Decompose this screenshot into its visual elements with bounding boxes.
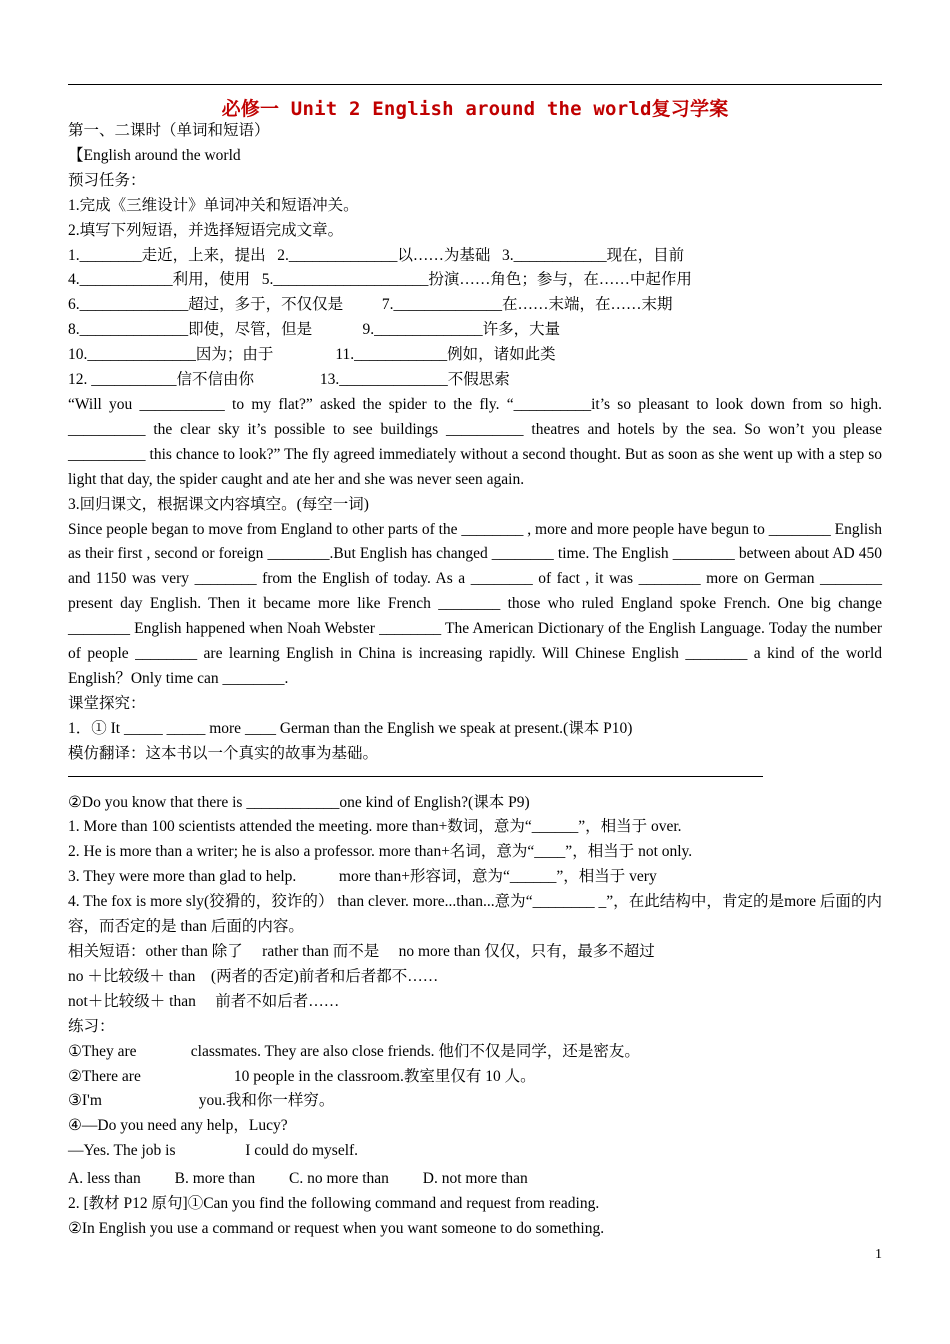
preview-heading: 预习任务：: [68, 171, 146, 189]
story-paragraph: “Will you ___________ to my flat?” asked the spider to the fly. “__________it’s so pleasant to look down from so high. __________ the clear sky it’s possible to see buildings __________ theatres and hotels by the sea. So won’t you please __________ this chance to look?” The fly agreed immediately without a second thought. But as soon as she went up with a step so light that day, the spider caught and ate her and she was never seen again.: [68, 395, 882, 488]
practice-item: ④—Do you need any help，Lucy?: [68, 1117, 288, 1135]
phrase-no-than: no ＋比较级＋ than (两者的否定)前者和后者都不……: [68, 967, 439, 985]
passage-paragraph: Since people began to move from England to other parts of the ________ , more and more people have begun to ________ English as their first , second or foreign ________.But English has changed ________ time. The English ________ between about AD 450 and 1150 was very ________ from the English of today. As a ________ of fact , it was ________ more on German ________ present day English. Then it became more like French ________ those who ruled England spoke French. One big change ________ English happened when Noah Webster ________ The American Dictionary of the English Language. Today the number of people ________ are learning English in China is increasing rapidly. Will Chinese English ________ a kind of the world English？Only time can ________.: [68, 520, 882, 687]
class-heading: 课堂探究：: [68, 694, 146, 712]
related-phrases: 相关短语：other than 除了 rather than 而不是 no more than 仅仅，只有，最多不超过: [68, 943, 655, 960]
phrase-row: 6.______________超过，多于，不仅仅是 7.______________在……末端，在……末期: [68, 296, 673, 314]
question-1: 1．① It _____ _____ more ____ German than the English we speak at present.(课本 P10): [68, 719, 633, 737]
page-number: 1: [875, 1247, 882, 1262]
option-c: C. no more than: [289, 1170, 389, 1188]
header-rule: [68, 84, 882, 85]
phrase-row: 8.______________即使，尽管，但是 9.______________许多，大量: [68, 321, 561, 339]
question-textbook-2: ②In English you use a command or request when you want someone to do something.: [68, 1219, 605, 1237]
usage-item: 2. He is more than a writer; he is also a professor. more than+名词，意为“____”，相当于 not only.: [68, 843, 693, 861]
question-2: ②Do you know that there is ____________one kind of English?(课本 P9): [68, 793, 530, 811]
translation-prompt: 模仿翻译：这本书以一个真实的故事为基础。: [68, 744, 379, 762]
phrase-row: 10.______________因为；由于 11.____________例如，诸如此类: [68, 346, 556, 364]
section-heading: 第一、二课时（单词和短语）: [68, 122, 270, 139]
practice-item: ①They are classmates. They are also close friends. 他们不仅是同学，还是密友。: [68, 1042, 640, 1060]
usage-item: 3. They were more than glad to help. more than+形容词，意为“______”，相当于 very: [68, 868, 657, 886]
practice-item: ②There are 10 people in the classroom.教室里仅有 10 人。: [68, 1067, 536, 1085]
phrase-row: 1.________走近，上来，提出 2.______________以……为基础 3.____________现在，目前: [68, 246, 685, 264]
preview-task-3: 3.回归课文，根据课文内容填空。(每空一词): [68, 495, 369, 513]
page-title: 必修一 Unit 2 English around the world复习学案: [221, 98, 729, 120]
preview-task-1: 1.完成《三维设计》单词冲关和短语冲关。: [68, 196, 359, 214]
option-a: A. less than: [68, 1170, 141, 1188]
phrase-row: 4.____________利用，使用 5.____________________扮演……角色；参与，在……中起作用: [68, 271, 692, 289]
option-b: B. more than: [174, 1170, 256, 1188]
option-d: D. not more than: [422, 1170, 528, 1188]
practice-item: —Yes. The job is I could do myself.: [68, 1142, 359, 1160]
usage-item-4: 4. The fox is more sly(狡猾的，狡诈的） than clever. more...than...意为“________ _”，在此结构中，肯定的是more 后面的内容，而否定的是 than 后面的内容。: [68, 893, 882, 936]
phrase-not-than: not＋比较级＋ than 前者不如后者……: [68, 992, 340, 1010]
answer-options: [68, 1167, 882, 1192]
answer-line: [68, 776, 763, 777]
phrase-row: 12. ___________信不信由你 13.______________不假思索: [68, 371, 510, 389]
question-textbook-1: 2. [教材 P12 原句]①Can you find the following command and request from reading.: [68, 1195, 600, 1213]
usage-item: 1. More than 100 scientists attended the meeting. more than+数词，意为“______”，相当于 over.: [68, 818, 682, 836]
document-body: [68, 119, 882, 1242]
practice-item: ③I'm you.我和你一样穷。: [68, 1092, 335, 1110]
practice-heading: 练习：: [68, 1017, 115, 1035]
unit-title: 【English around the world: [68, 146, 241, 164]
preview-task-2: 2.填写下列短语，并选择短语完成文章。: [68, 221, 344, 239]
